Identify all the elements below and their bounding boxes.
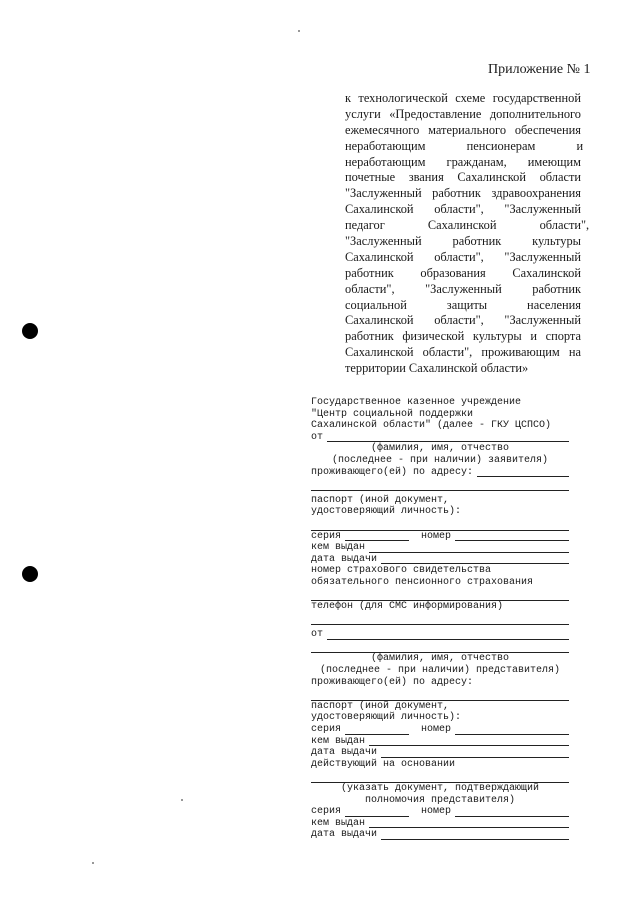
annex-description (345, 91, 590, 377)
series-label: серия (311, 806, 342, 818)
passport-label: удостоверяющий личность): (311, 712, 462, 724)
issued-by-row (311, 818, 569, 830)
phone-field[interactable] (311, 613, 569, 626)
applicant-name-field[interactable] (327, 433, 569, 442)
snils-label: обязательного пенсионного страхования (311, 576, 534, 588)
annex-line: "Заслуженный работник здравоохранения (345, 186, 581, 201)
number-field[interactable] (455, 532, 569, 541)
number-label: номер (421, 806, 452, 818)
issued-by-label: кем выдан (311, 542, 366, 554)
issue-date-label: дата выдачи (311, 829, 378, 841)
applicant-hint: (фамилия, имя, отчество (370, 443, 510, 455)
representative-hint: (фамилия, имя, отчество (370, 653, 510, 665)
representative-hint: (последнее - при наличии) представителя) (319, 665, 561, 677)
annex-line: территории Сахалинской области» (345, 361, 529, 376)
series-label: серия (311, 724, 342, 736)
number-label: номер (421, 530, 452, 542)
number-label: номер (421, 724, 452, 736)
annex-line: "Заслуженный работник культуры (345, 234, 581, 249)
representative-name-field[interactable] (311, 641, 569, 654)
annex-line: социальной защиты населения (345, 297, 581, 312)
document-hint: полномочия представителя) (364, 794, 516, 806)
annex-line: работник физической культуры и спорта (345, 329, 581, 344)
residing-label: проживающего(ей) по адресу: (311, 466, 474, 478)
rep-address-row (311, 677, 569, 689)
applicant-address-field[interactable] (477, 468, 569, 477)
annex-line: Сахалинской области", "Заслуженный (345, 249, 581, 264)
series-label: серия (311, 530, 342, 542)
series-field[interactable] (345, 726, 409, 735)
annex-line: к технологической схеме государственной (345, 91, 581, 105)
scan-speck (181, 799, 183, 801)
application-form (311, 397, 569, 841)
passport-label: удостоверяющий личность): (311, 506, 462, 518)
annex-title: Приложение № 1 (488, 62, 591, 77)
acting-basis-field[interactable] (311, 770, 569, 783)
punch-hole (22, 566, 38, 582)
number-field[interactable] (455, 808, 569, 817)
document-hint: (указать документ, подтверждающий (340, 783, 540, 794)
applicant-address-row (311, 467, 569, 479)
issue-date-field[interactable] (381, 831, 569, 840)
annex-line: педагог Сахалинской области", (345, 218, 590, 233)
issue-date-row (311, 554, 569, 566)
snils-field[interactable] (311, 589, 569, 602)
scan-speck (92, 862, 94, 864)
annex-line: Сахалинской области", проживающим на (345, 345, 581, 360)
issued-by-label: кем выдан (311, 817, 366, 829)
addressee-line: Государственное казенное учреждение (311, 397, 522, 408)
series-field[interactable] (345, 532, 409, 541)
applicant-hint: (последнее - при наличии) заявителя) (331, 454, 549, 466)
annex-line: услуги «Предоставление дополнительного (345, 106, 581, 121)
annex-line: ежемесячного материального обеспечения (345, 122, 581, 137)
issued-by-row (311, 542, 569, 554)
from-label: от (311, 629, 324, 641)
issue-date-label: дата выдачи (311, 553, 378, 565)
annex-line: неработающим пенсионерам и (345, 138, 584, 153)
issued-by-label: кем выдан (311, 735, 366, 747)
passport-label: паспорт (иной документ, (311, 494, 450, 506)
addressee-line: Сахалинской области" (далее - ГКУ ЦСПСО) (311, 420, 552, 432)
number-field[interactable] (455, 726, 569, 735)
issued-by-row (311, 736, 569, 748)
issue-date-row (311, 829, 569, 841)
from-label: от (311, 431, 324, 443)
representative-name-field[interactable] (327, 631, 569, 640)
snils-label: номер страхового свидетельства (311, 565, 492, 577)
applicant-address-field[interactable] (311, 478, 569, 491)
issue-date-field[interactable] (381, 749, 569, 758)
scan-speck (298, 30, 300, 32)
annex-line: работник образования Сахалинской (345, 265, 581, 280)
series-number-row (311, 806, 569, 818)
acting-basis-row (311, 759, 569, 771)
series-number-row (311, 531, 569, 543)
issued-by-field[interactable] (369, 544, 569, 553)
phone-label: телефон (для СМС информирования) (311, 601, 504, 613)
issue-date-row (311, 747, 569, 759)
series-field[interactable] (345, 808, 409, 817)
annex-line: почетные звания Сахалинской области (345, 170, 581, 185)
applicant-name-row (311, 432, 569, 444)
annex-line: Сахалинской области", "Заслуженный (345, 202, 581, 217)
issued-by-field[interactable] (369, 737, 569, 746)
issued-by-field[interactable] (369, 819, 569, 828)
passport-label: паспорт (иной документ, (311, 700, 450, 712)
annex-line: области", "Заслуженный работник (345, 281, 581, 296)
representative-address-field[interactable] (311, 688, 569, 701)
rep-name-row (311, 629, 569, 641)
annex-line: Сахалинской области", "Заслуженный (345, 313, 581, 328)
issue-date-label: дата выдачи (311, 747, 378, 759)
acting-label: действующий на основании (311, 758, 456, 770)
punch-hole (22, 323, 38, 339)
issue-date-field[interactable] (381, 555, 569, 564)
addressee-line: "Центр социальной поддержки (311, 408, 474, 420)
residing-label: проживающего(ей) по адресу: (311, 676, 474, 688)
annex-line: неработающим гражданам, имеющим (345, 154, 581, 169)
series-number-row (311, 724, 569, 736)
passport-field[interactable] (311, 518, 569, 531)
